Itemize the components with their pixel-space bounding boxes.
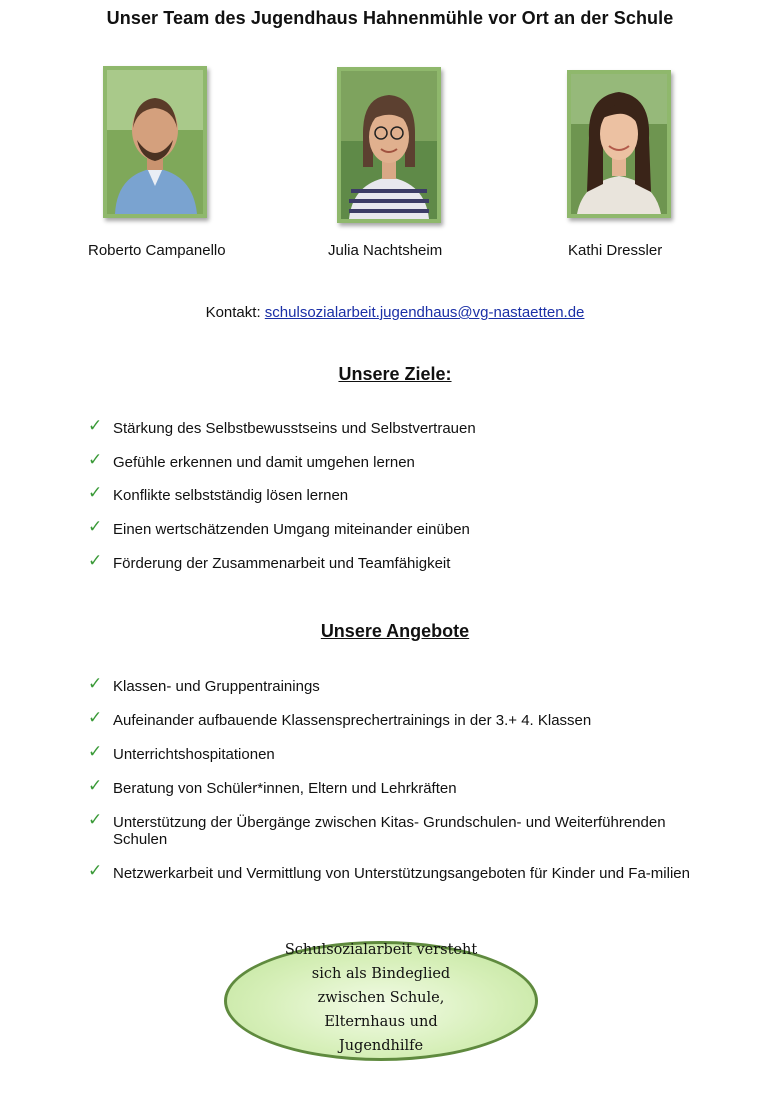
check-icon: ✓	[88, 483, 103, 502]
portrait-image	[571, 74, 667, 214]
team-member-name: Julia Nachtsheim	[328, 242, 443, 259]
team-photo-julia	[337, 67, 441, 223]
goals-heading: Unsere Ziele:	[338, 364, 452, 384]
list-item: ✓ Konflikte selbstständig lösen lernen	[88, 483, 349, 504]
list-item: ✓ Unterstützung der Übergänge zwischen Kitas- Grundschulen- und Weiterführenden Schulen	[88, 810, 666, 848]
contact-line	[0, 304, 780, 321]
callout-text: Schulsozialarbeit versteht sich als Bindeglied zwischen Schule, Elternhaus und Jugendhilfe	[284, 942, 478, 1054]
list-item: ✓ Unterrichtshospitationen	[88, 742, 275, 763]
check-icon: ✓	[88, 776, 103, 795]
portrait-image	[341, 71, 437, 219]
offers-list	[88, 674, 708, 882]
list-item: ✓ Einen wertschätzenden Umgang miteinander einüben	[88, 517, 470, 538]
list-item: ✓ Förderung der Zusammenarbeit und Teamfähigkeit	[88, 551, 451, 572]
list-item: ✓ Netzwerkarbeit und Vermittlung von Unterstützungsangeboten für Kinder und Fa-milien	[88, 861, 690, 882]
list-item: ✓ Beratung von Schüler*innen, Eltern und Lehrkräften	[88, 776, 457, 797]
callout-ellipse	[224, 941, 538, 1061]
check-icon: ✓	[88, 517, 103, 536]
list-item: ✓ Stärkung des Selbstbewusstseins und Selbstvertrauen	[88, 416, 476, 437]
goals-list	[88, 416, 718, 572]
check-icon: ✓	[88, 450, 103, 469]
page-title: Unser Team des Jugendhaus Hahnenmühle vor Ort an der Schule	[106, 8, 674, 28]
check-icon: ✓	[88, 416, 103, 435]
check-icon: ✓	[88, 551, 103, 570]
check-icon: ✓	[88, 742, 103, 761]
team-member-name: Kathi Dressler	[568, 242, 663, 259]
team-photo-kathi	[567, 70, 671, 218]
contact-label: Kontakt:	[205, 304, 261, 321]
check-icon: ✓	[88, 674, 103, 693]
portrait-image	[107, 70, 203, 214]
team-photo-roberto	[103, 66, 207, 218]
list-item: ✓ Klassen- und Gruppentrainings	[88, 674, 320, 695]
contact-email-link[interactable]: schulsozialarbeit.jugendhaus@vg-nastaetten.de	[264, 304, 585, 321]
check-icon: ✓	[88, 708, 103, 727]
check-icon: ✓	[88, 861, 103, 880]
team-member-name: Roberto Campanello	[88, 242, 226, 259]
check-icon: ✓	[88, 810, 103, 829]
list-item: ✓ Gefühle erkennen und damit umgehen lernen	[88, 450, 415, 471]
offers-heading: Unsere Angebote	[320, 621, 470, 641]
list-item: ✓ Aufeinander aufbauende Klassensprechertrainings in der 3.+ 4. Klassen	[88, 708, 592, 729]
